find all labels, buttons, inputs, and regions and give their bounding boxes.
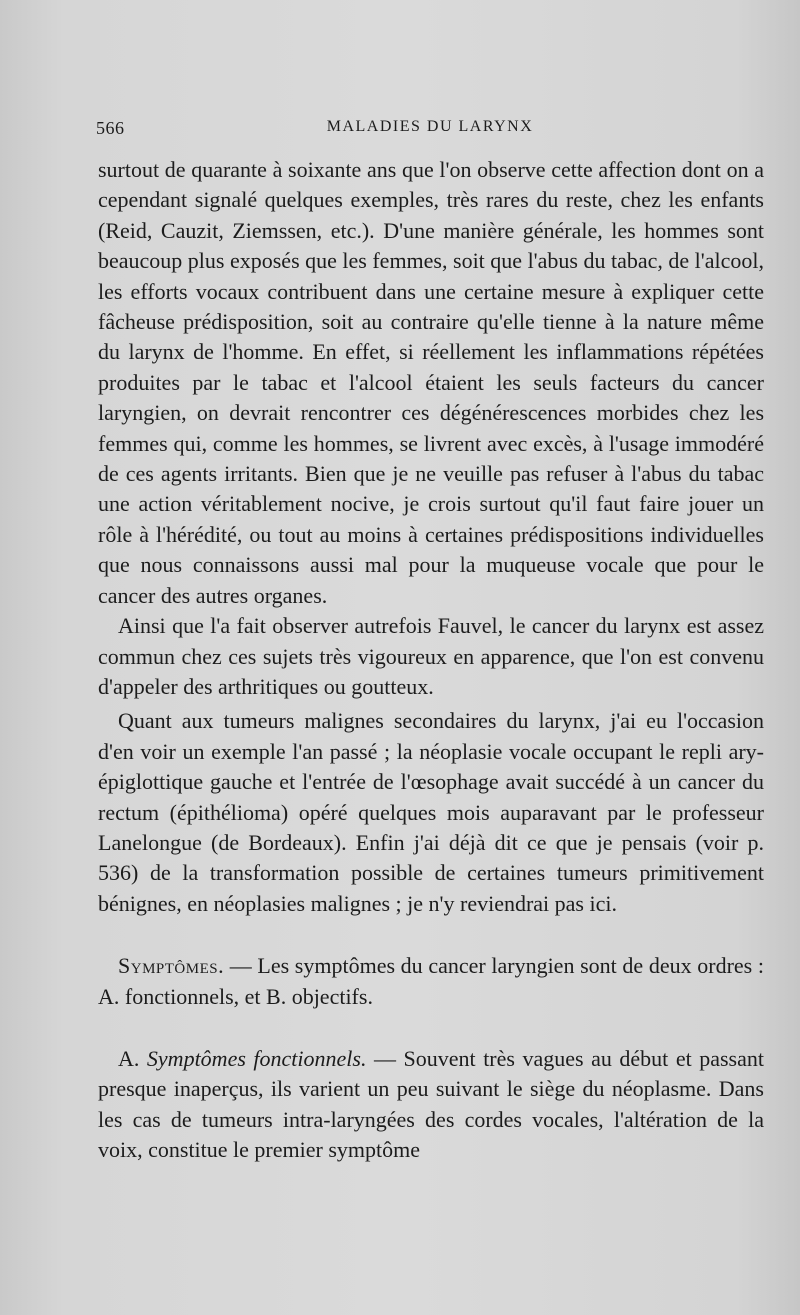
page-number: 566: [96, 118, 125, 138]
paragraph-tumeurs-secondaires: Quant aux tumeurs malignes secondaires du larynx, j'ai eu l'occasion d'en voir un exemple l'an passé ; la néoplasie vocale occupant le repli ary-épiglottique gauche et l'entrée de l'œsophage avait succédé à un cancer du rectum (épithélioma) opéré quelques mois auparavant par le professeur Lanelongue (de Bordeaux). Enfin j'ai déjà dit ce que je pensais (voir p. 536) de la transformation possible de certaines tumeurs primitivement bénignes, en néoplasies malignes ; je n'y reviendrai pas ici.: [98, 708, 764, 916]
symptomes-text: — Les symptômes du cancer laryngien sont de deux ordres : A. fonctionnels, et B. objectifs.: [98, 953, 764, 1009]
page-header: [96, 118, 764, 142]
running-title: MALADIES DU LARYNX: [326, 118, 534, 135]
symptomes-heading: Symptômes.: [118, 953, 225, 979]
paragraph-fauvel: Ainsi que l'a fait observer autrefois Fauvel, le cancer du larynx est assez commun chez ces sujets très vigoureux en apparence, que l'on est convenu d'appeler des arthritiques ou goutteux.: [98, 613, 764, 699]
fonctionnels-prefix: A.: [118, 1045, 147, 1071]
fonctionnels-text: — Souvent très vagues au début et passant presque inaperçus, ils varient un peu suivant le siège du néoplasme. Dans les cas de tumeurs intra-laryngées des cordes vocales, l'altération de la voix, constitue le premier symptôme: [98, 1045, 764, 1163]
paragraph-symptomes: [98, 951, 764, 1012]
fonctionnels-heading: Symptômes fonctionnels.: [146, 1045, 367, 1071]
paragraph-continuation: surtout de quarante à soixante ans que l'on observe cette affection dont on a cependant signalé quelques exemples, très rares du reste, chez les enfants (Reid, Cauzit, Ziemssen, etc.). D'une manière générale, les hommes sont beaucoup plus exposés que les femmes, soit que l'abus du tabac, de l'alcool, les efforts vocaux contribuent dans une certaine mesure à expliquer cette fâcheuse prédisposition, soit au contraire qu'elle tienne à la nature même du larynx de l'homme. En effet, si réellement les inflammations répétées produites par le tabac et l'alcool étaient les seuls facteurs du cancer laryngien, on devrait rencontrer ces dégénérescences morbides chez les femmes qui, comme les hommes, se livrent avec excès, à l'usage immodéré de ces agents irritants. Bien que je ne veuille pas refuser à l'abus du tabac une action véritablement nocive, je crois surtout qu'il faut faire jouer un rôle à l'hérédité, ou tout au moins à certaines prédispositions individuelles que nous connaissons aussi mal pour la muqueuse vocale que pour le cancer des autres organes.: [98, 157, 764, 608]
paragraph-symptomes-fonctionnels: [98, 1044, 764, 1166]
body-text: [98, 155, 764, 1166]
